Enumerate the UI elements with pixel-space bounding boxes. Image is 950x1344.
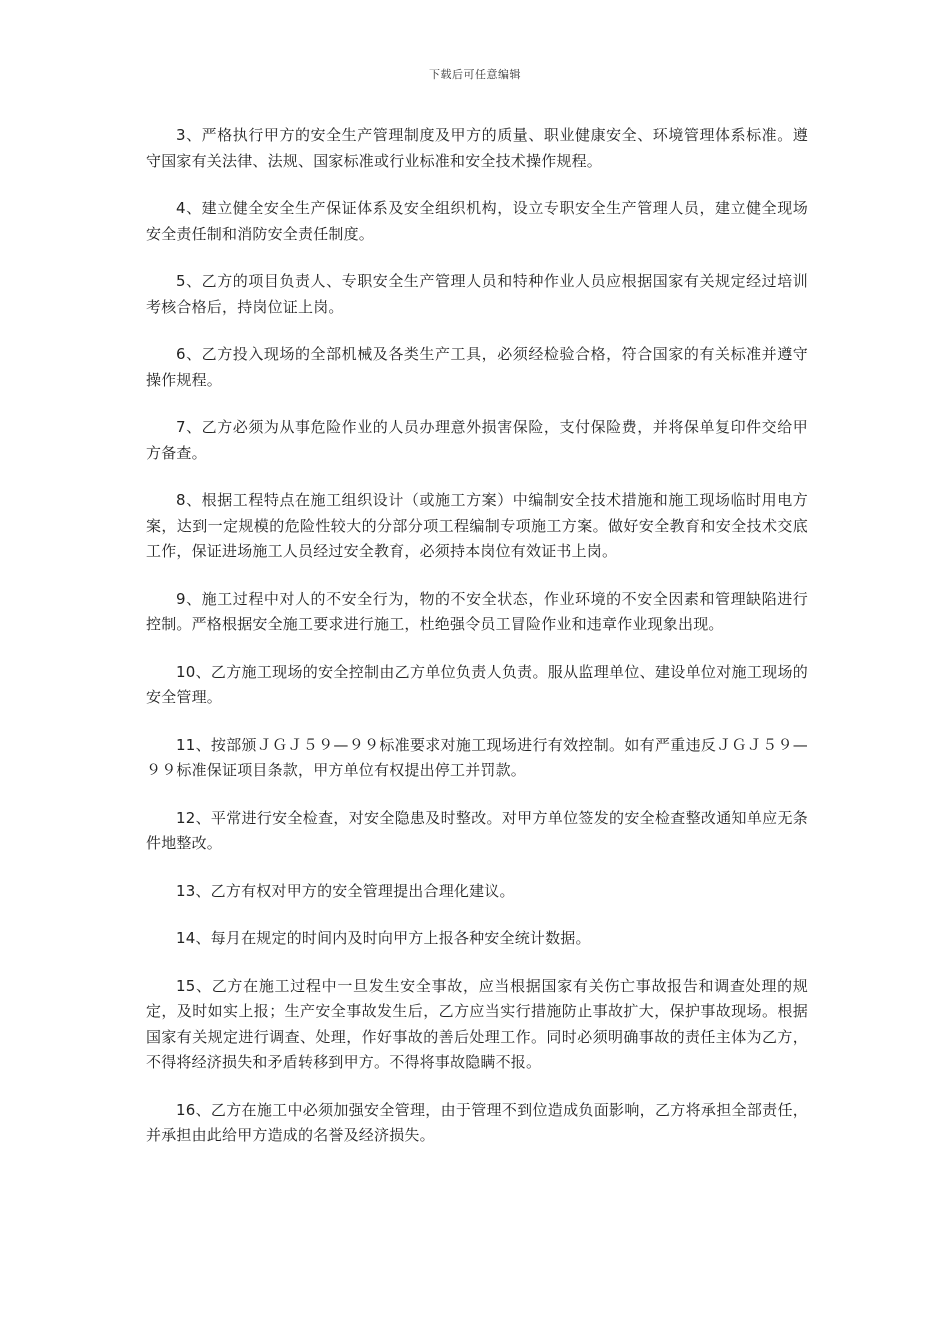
clause-16: 16、乙方在施工中必须加强安全管理，由于管理不到位造成负面影响，乙方将承担全部责任，并承担由此给甲方造成的名誉及经济损失。 <box>146 1100 808 1144</box>
clause-5: 5、乙方的项目负责人、专职安全生产管理人员和特种作业人员应根据国家有关规定经过培训考核合格后，持岗位证上岗。 <box>146 272 808 316</box>
clause-12: 12、平常进行安全检查，对安全隐患及时整改。对甲方单位签发的安全检查整改通知单应无条件地整改。 <box>146 808 808 852</box>
page-header: 下载后可任意编辑 <box>429 68 521 81</box>
clause-6: 6、乙方投入现场的全部机械及各类生产工具，必须经检验合格，符合国家的有关标准并遵守操作规程。 <box>146 345 808 389</box>
document-body <box>146 123 808 1171</box>
clause-10: 10、乙方施工现场的安全控制由乙方单位负责人负责。服从监理单位、建设单位对施工现场的安全管理。 <box>146 662 808 706</box>
clause-11: 11、按部颁ＪＧＪ５９—９９标准要求对施工现场进行有效控制。如有严重违反ＪＧＪ５９—９９标准保证项目条款，甲方单位有权提出停工并罚款。 <box>146 735 808 779</box>
clause-4: 4、建立健全安全生产保证体系及安全组织机构，设立专职安全生产管理人员，建立健全现场安全责任制和消防安全责任制度。 <box>146 199 808 243</box>
clause-7: 7、乙方必须为从事危险作业的人员办理意外损害保险，支付保险费，并将保单复印件交给甲方备查。 <box>146 418 808 462</box>
clause-13: 13、乙方有权对甲方的安全管理提出合理化建议。 <box>176 881 515 900</box>
clause-8: 8、根据工程特点在施工组织设计（或施工方案）中编制安全技术措施和施工现场临时用电方案，达到一定规模的危险性较大的分部分项工程编制专项施工方案。做好安全教育和安全技术交底工作，保证进场施工人员经过安全教育，必须持本岗位有效证书上岗。 <box>146 491 808 560</box>
clause-3: 3、严格执行甲方的安全生产管理制度及甲方的质量、职业健康安全、环境管理体系标准。遵守国家有关法律、法规、国家标准或行业标准和安全技术操作规程。 <box>146 126 808 170</box>
clause-14: 14、每月在规定的时间内及时向甲方上报各种安全统计数据。 <box>176 929 591 947</box>
clause-9: 9、施工过程中对人的不安全行为，物的不安全状态，作业环境的不安全因素和管理缺陷进行控制。严格根据安全施工要求进行施工，杜绝强令员工冒险作业和违章作业现象出现。 <box>146 589 808 633</box>
clause-15: 15、乙方在施工过程中一旦发生安全事故，应当根据国家有关伤亡事故报告和调查处理的规定，及时如实上报；生产安全事故发生后，乙方应当实行措施防止事故扩大，保护事故现场。根据国家有关规定进行调查、处理，作好事故的善后处理工作。同时必须明确事故的责任主体为乙方，不得将经济损失和矛盾转移到甲方。不得将事故隐瞒不报。 <box>146 976 808 1071</box>
